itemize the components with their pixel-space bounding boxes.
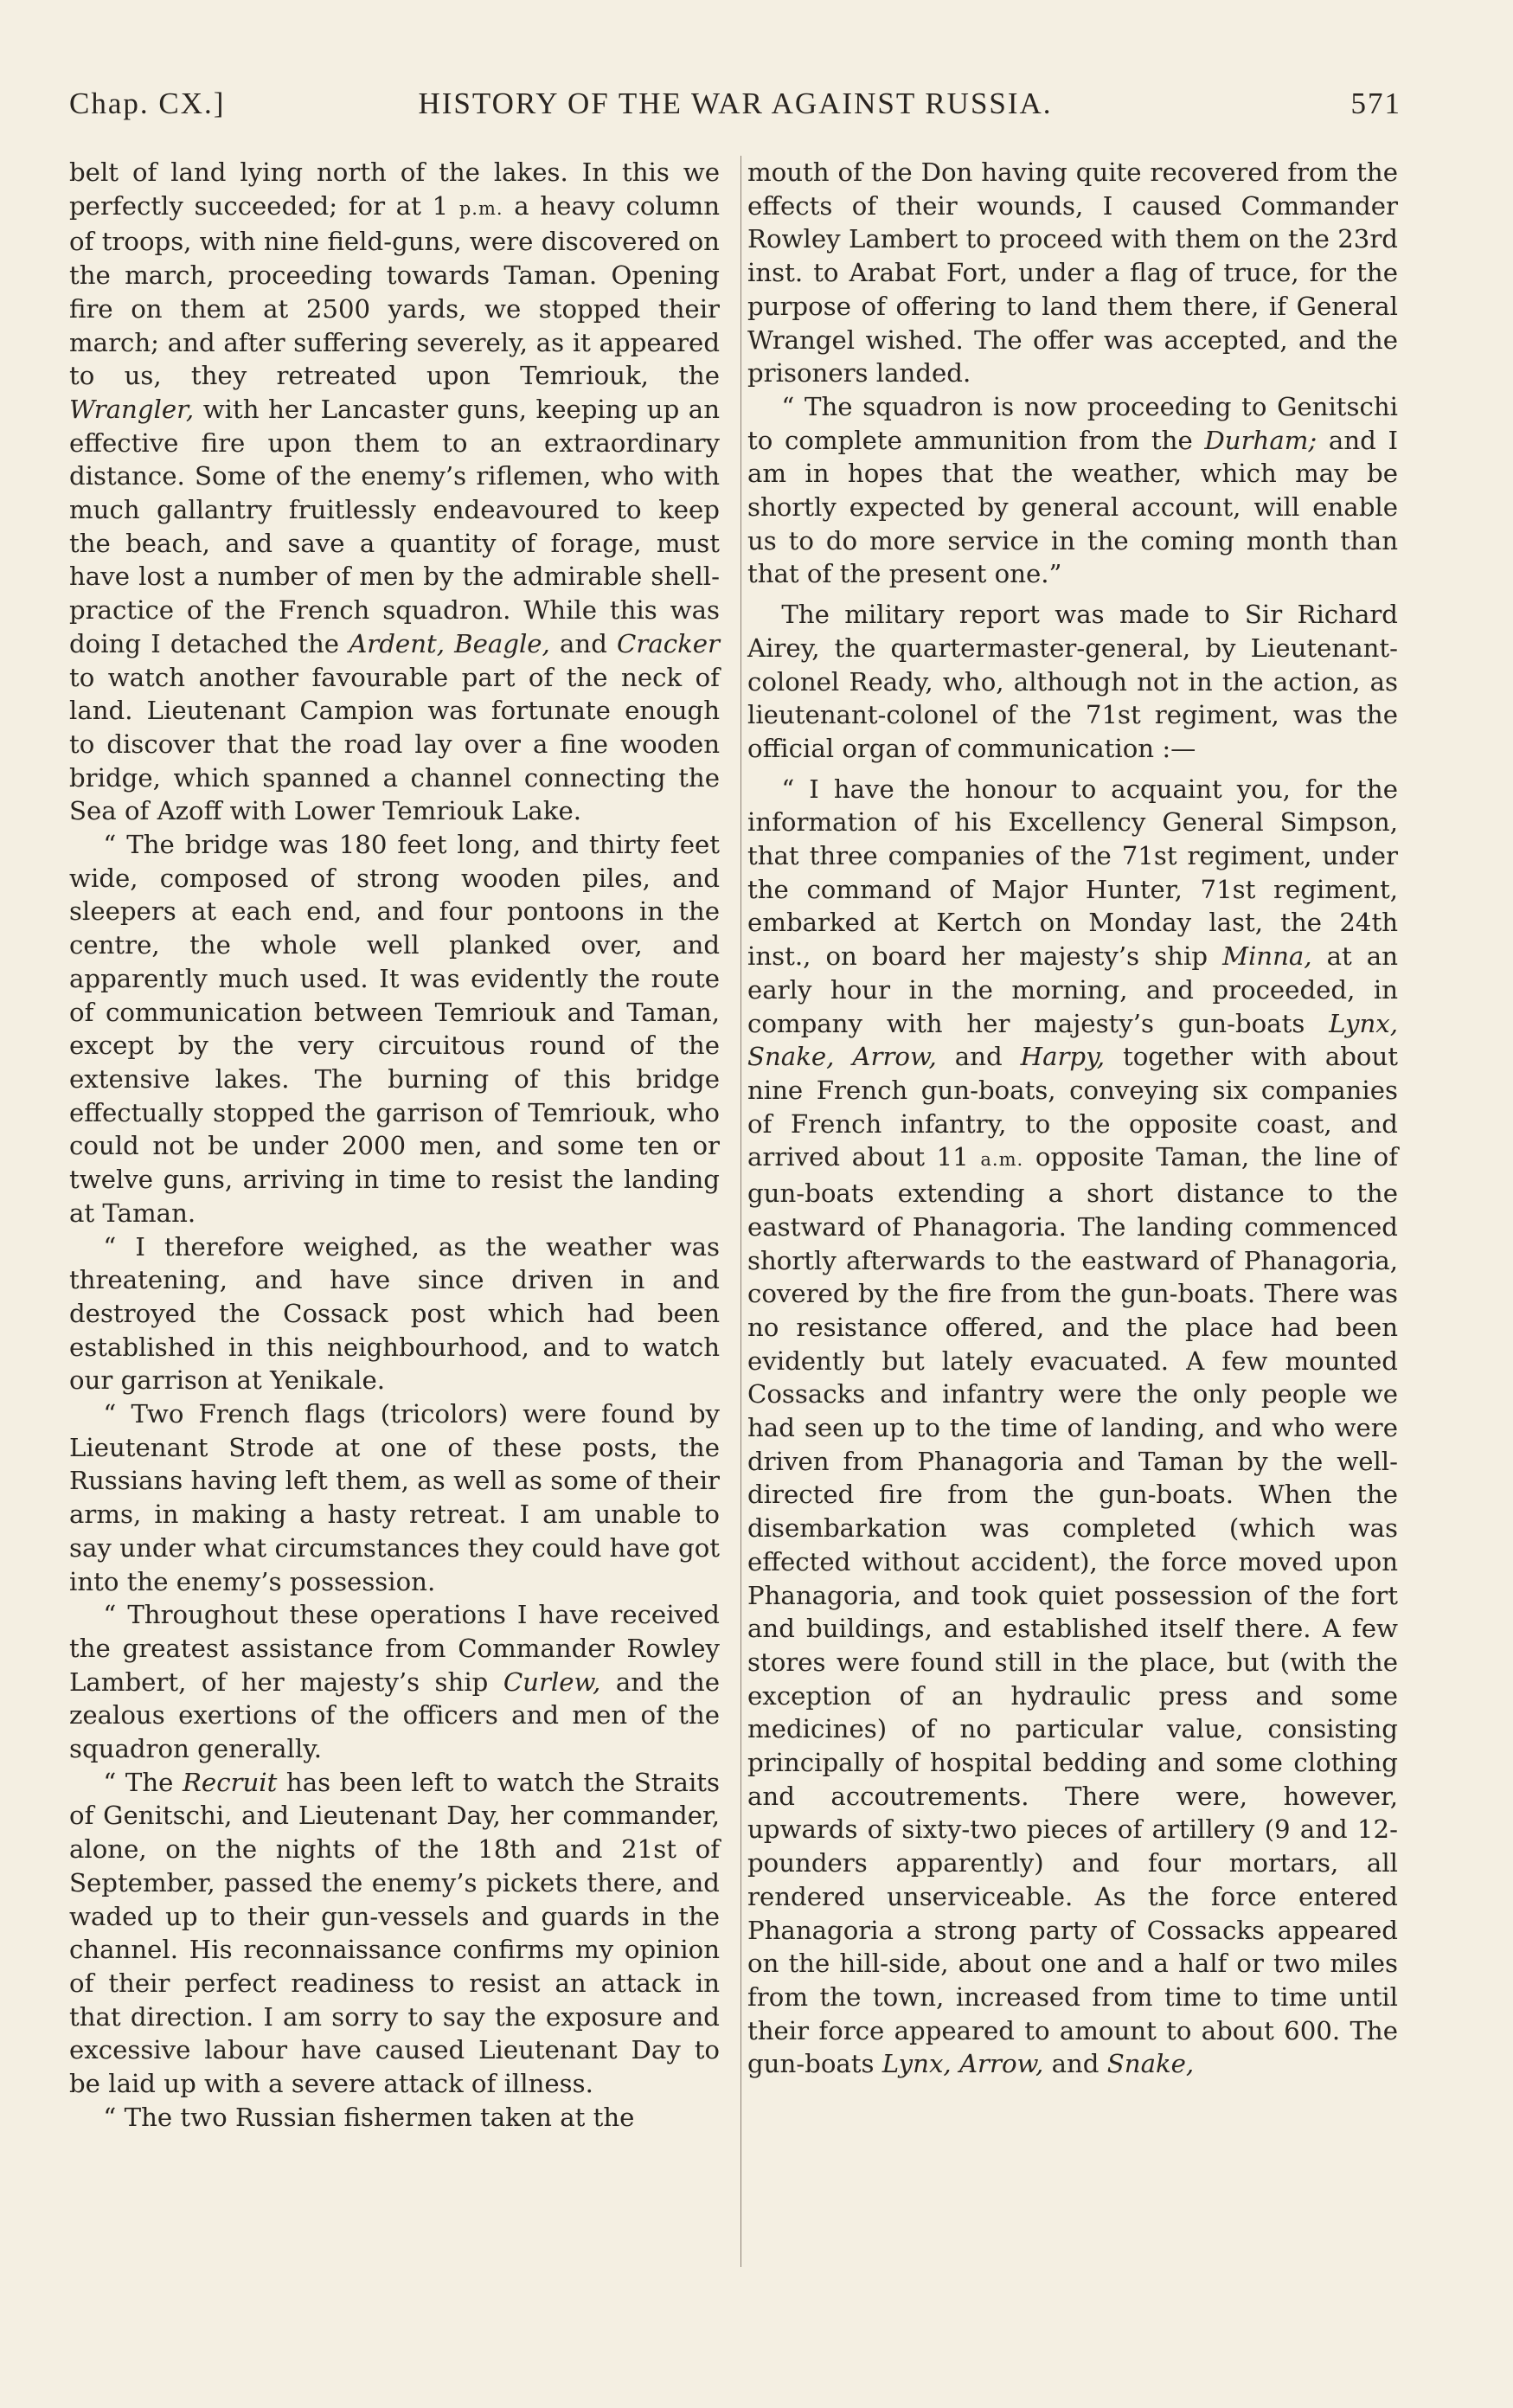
text-run: together with about nine French gun-boats, conveying six companies of French infantry, to the opposite coast, and arrived about 11 bbox=[747, 1042, 1398, 1172]
chapter-label: Chap. CX.] bbox=[69, 87, 226, 120]
page-number: 571 bbox=[1350, 87, 1401, 120]
text-run: “ The bridge was 180 feet long, and thirty feet wide, composed of strong wooden piles, and sleepers at each end, and four pontoons in the centre, the whole well planked over, and apparently much used. It was evidently the route of communication between Temriouk and Taman, except by the very circuitous round of the extensive lakes. The burning of this bridge effectually stopped the garrison of Temriouk, who could not be under 2000 men, and some ten or twelve guns, arriving in time to resist the landing at Taman. bbox=[69, 830, 720, 1228]
text-run: and I am in hopes that the weather, which may be shortly expected by general account, will enable us to do more service in the coming month than that of the present one.” bbox=[747, 425, 1399, 589]
text-run: “ Two French flags (tricolors) were found by Lieutenant Strode at one of these posts, the Russians having left them, as well as some of their arms, in making a hasty retreat. I am unable to say under what circumstances they could have got into the enemy’s possession. bbox=[69, 1399, 720, 1596]
italic-text: Durham; bbox=[1204, 425, 1317, 455]
text-run: “ I therefore weighed, as the weather was threatening, and have since driven in and destroyed the Cossack post which had been established in this neighbourhood, and to watch our garrison at Yenikale. bbox=[69, 1231, 720, 1396]
text-run: with her Lancaster guns, keeping up an effective fire upon them to an extraordinary distance. Some of the enemy’s riflemen, who with much gallantry fruitlessly endeavoured to keep the beach, and save a quantity of forage, must have lost a number of men by the admirable shell-practice of the French squadron. While this was doing I detached the bbox=[69, 394, 720, 658]
paragraph bbox=[747, 773, 1398, 2081]
column-divider bbox=[740, 156, 741, 2267]
text-run: p.m. bbox=[458, 196, 503, 219]
left-column bbox=[69, 156, 720, 2134]
italic-text: Harpy, bbox=[1020, 1042, 1106, 1072]
paragraph bbox=[69, 156, 720, 828]
paragraph bbox=[69, 1598, 720, 1766]
italic-text: Wrangler, bbox=[69, 394, 195, 424]
text-run: opposite Taman, the line of gun-boats extending a short distance to the eastward of Phanagoria. The landing commenced shortly afterwards to the eastward of Phanagoria, covered by the fire from the gun-boats. There was no resistance offered, and the place had been evidently but lately evacuated. A few mounted Cossacks and infantry were the only people we had seen up to the time of landing, and who were driven from Phanagoria and Taman by the well-directed fire from the gun-boats. When the disembarkation was completed (which was effected without accident), the force moved upon Phanagoria, and took quiet possession of the fort and buildings, and established itself there. A few stores were found still in the place, but (with the exception of an hydraulic press and some medicines) of no particular value, consisting principally of hospital bedding and some clothing and accoutrements. There were, however, upwards of sixty-two pieces of artillery (9 and 12-pounders apparently) and four mortars, all rendered unserviceable. As the force entered Phanagoria a strong party of Cossacks appeared on the hill-side, about one and a half or two miles from the town, increased from time to time until their force appeared to amount to about 600. The gun-boats bbox=[747, 1142, 1399, 2079]
text-run: “ The two Russian fishermen taken at the bbox=[103, 2102, 635, 2132]
italic-text: Curlew, bbox=[503, 1666, 601, 1697]
italic-text: Recruit bbox=[182, 1767, 278, 1797]
paragraph bbox=[69, 2101, 720, 2135]
italic-text: Ardent, Beagle, bbox=[349, 628, 550, 658]
paragraph bbox=[747, 390, 1398, 591]
paragraph bbox=[69, 1230, 720, 1398]
text-run: belt of land lying north of the lakes. In this we perfectly succeeded; for at 1 bbox=[69, 157, 720, 221]
text-run: a heavy column of troops, with nine field-guns, were discovered on the march, proceeding towards Taman. Opening fire on them at 2500 yards, we stopped their march; and after suffering severely, as it appeared to us, they retreated upon Temriouk, the bbox=[69, 190, 721, 391]
italic-text: Minna, bbox=[1222, 941, 1312, 972]
text-run: to watch another favourable part of the neck of land. Lieutenant Campion was fortunate enough to discover that the road lay over a fine wooden bridge, which spanned a channel connecting the Sea of Azoff with Lower Temriouk Lake. bbox=[69, 662, 720, 826]
paragraph bbox=[69, 1397, 720, 1598]
text-run: “ I have the honour to acquaint you, for the information of his Excellency General Simpson, that three companies of the 71st regiment, under the command of Major Hunter, 71st regiment, embarked at Kertch on Monday last, the 24th inst., on board her majesty’s ship bbox=[747, 774, 1398, 972]
paragraph bbox=[69, 1766, 720, 2101]
text-run: “ Throughout these operations I have received the greatest assistance from Commander Rowley Lambert, of her majesty’s ship bbox=[69, 1600, 720, 1697]
text-run: and the zealous exertions of the officers and men of the squadron generally. bbox=[69, 1666, 720, 1764]
text-run: mouth of the Don having quite recovered from the effects of their wounds, I caused Commander Rowley Lambert to proceed with them on the 23rd inst. to Arabat Fort, under a flag of truce, for the purpose of offering to land them there, if General Wrangel wished. The offer was accepted, and the prisoners landed. bbox=[747, 157, 1398, 388]
text-run: at an early hour in the morning, and proceeded, in company with her majesty’s gun-boats bbox=[747, 941, 1398, 1038]
paragraph bbox=[747, 598, 1398, 766]
text-run: has been left to watch the Straits of Genitschi, and Lieutenant Day, her commander, alone, on the nights of the 18th and 21st of September, passed the enemy’s pickets there, and waded up to their gun-vessels and guards in the channel. His reconnaissance confirms my opinion of their perfect readiness to resist an attack in that direction. I am sorry to say the exposure and excessive labour have caused Lieutenant Day to be laid up with a severe attack of illness. bbox=[69, 1767, 720, 2099]
text-run: and bbox=[936, 1042, 1021, 1072]
italic-text: Lynx, Arrow, bbox=[882, 2049, 1044, 2079]
text-run: The military report was made to Sir Richard Airey, the quartermaster-general, by Lieutenant-colonel Ready, who, although not in the action, as lieutenant-colonel of the 71st regiment, was the official organ of communication :— bbox=[747, 600, 1398, 763]
right-column bbox=[747, 156, 1398, 2081]
text-run: “ The bbox=[103, 1767, 183, 1797]
text-run: and bbox=[1043, 2049, 1107, 2079]
running-title: HISTORY OF THE WAR AGAINST RUSSIA. bbox=[418, 87, 1053, 120]
italic-text: Snake, bbox=[1106, 2049, 1195, 2079]
paragraph bbox=[747, 156, 1398, 390]
italic-text: Cracker bbox=[617, 628, 720, 658]
text-run: a.m. bbox=[980, 1148, 1024, 1171]
italic-text: Lynx, Snake, Arrow, bbox=[747, 1008, 1398, 1072]
paragraph bbox=[69, 828, 720, 1230]
text-run: “ The squadron is now proceeding to Genitschi to complete ammunition from the bbox=[747, 391, 1398, 455]
text-run: and bbox=[549, 628, 618, 658]
running-header bbox=[69, 87, 1401, 130]
